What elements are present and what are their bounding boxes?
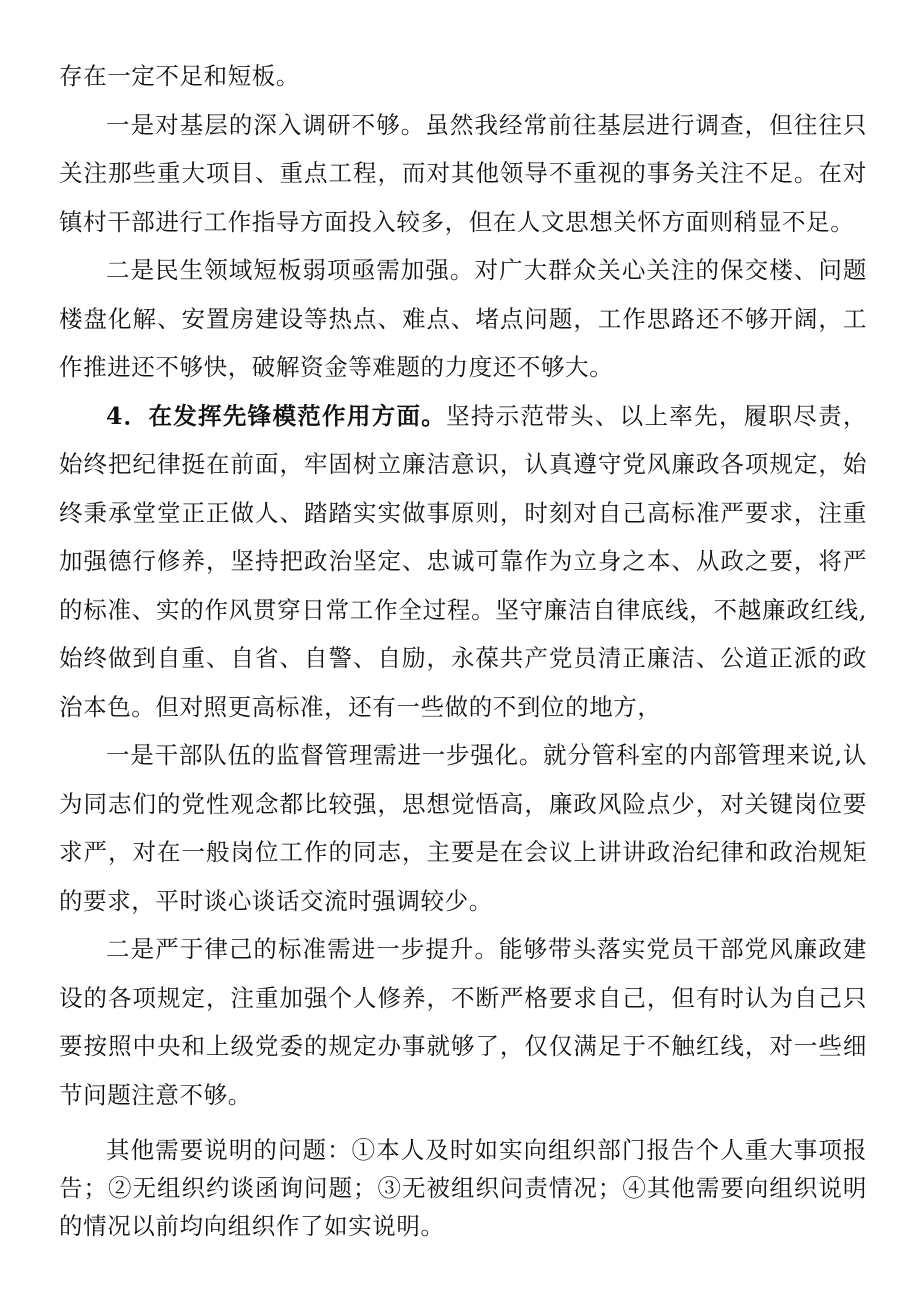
- paragraph-livelihood-weakness: 二是民生领域短板弱项亟需加强。对广大群众关心关注的保交楼、问题楼盘化解、安置房建设等热点、难点、堵点问题，工作思路还不够开阔，工作推进还不够快，破解资金等难题的力度还不够大。: [59, 256, 867, 381]
- section-heading: 4．在发挥先锋模范作用方面。: [106, 401, 447, 430]
- paragraph-self-discipline: 二是严于律己的标准需进一步提升。能够带头落实党员干部党风廉政建设的各项规定，注重加强个人修养，不断严格要求自己，但有时认为自己只要按照中央和上级党委的规定办事就够了，仅仅满足于不触红线，对一些细节问题注意不够。: [59, 935, 867, 1109]
- paragraph-cadre-supervision: 一是干部队伍的监督管理需进一步强化。就分管科室的内部管理来说,认为同志们的党性观念都比较强，思想觉悟高，廉政风险点少，对关键岗位要求严，对在一般岗位工作的同志，主要是在会议上讲讲政治纪律和政治规矩的要求，平时谈心谈话交流时强调较少。: [59, 741, 867, 915]
- paragraph-continuation: 存在一定不足和短板。: [59, 62, 300, 90]
- paragraph-grassroots-research: 一是对基层的深入调研不够。虽然我经常前往基层进行调查，但往往只关注那些重大项目、重点工程，而对其他领导不重视的事务关注不足。在对镇村干部进行工作指导方面投入较多，但在人文思想关怀方面则稍显不足。: [59, 110, 867, 236]
- section-body: 坚持示范带头、以上率先，履职尽责，始终把纪律挺在前面，牢固树立廉洁意识，认真遵守党风廉政各项规定，始终秉承堂堂正正做人、踏踏实实做事原则，时刻对自己高标准严要求，注重加强德行修养，坚持把政治坚定、忠诚可靠作为立身之本、从政之要，将严的标准、实的作风贯穿日常工作全过程。坚守廉洁自律底线，不越廉政红线,始终做到自重、自省、自警、自励，永葆共产党员清正廉洁、公道正派的政治本色。但对照更高标准，还有一些做的不到位的地方，: [59, 401, 867, 721]
- paragraph-other-matters: 其他需要说明的问题：①本人及时如实向组织部门报告个人重大事项报告；②无组织约谈函询问题；③无被组织问责情况；④其他需要向组织说明的情况以前均向组织作了如实说明。: [59, 1136, 867, 1240]
- paragraph-vanguard-role: [59, 392, 867, 732]
- document-body: [59, 52, 867, 1269]
